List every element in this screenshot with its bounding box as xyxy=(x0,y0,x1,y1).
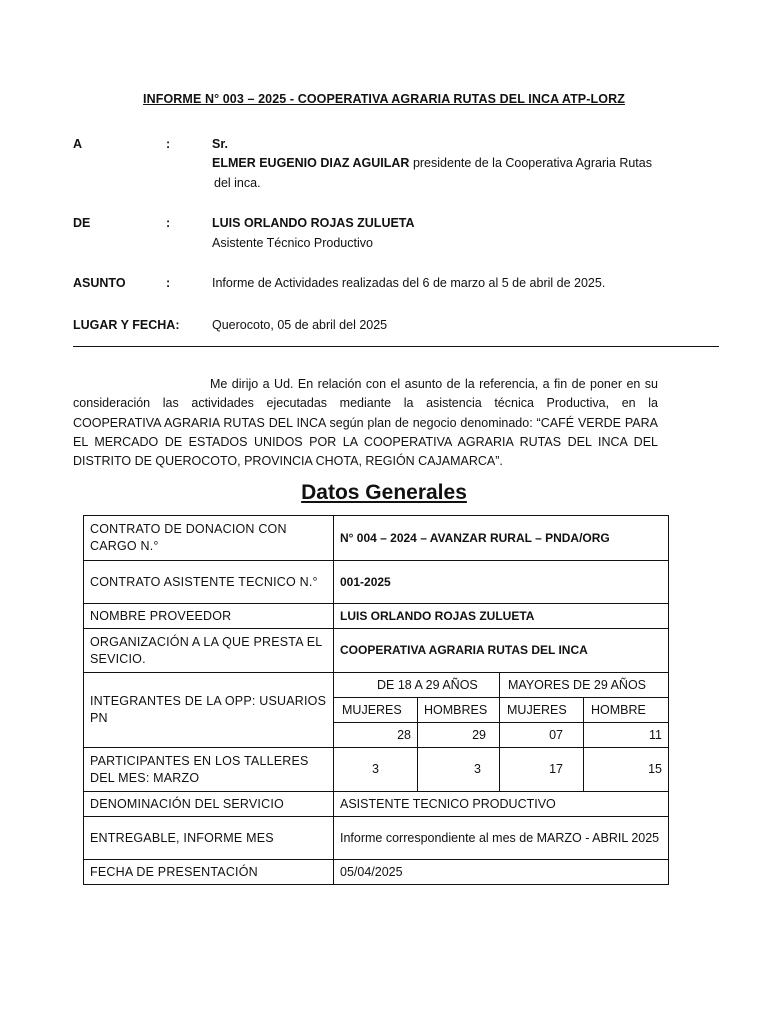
general-data-table xyxy=(83,515,669,885)
row-value: Informe correspondiente al mes de MARZO - ABRIL 2025 xyxy=(334,817,669,860)
row-label: CONTRATO DE DONACION CON CARGO N.° xyxy=(84,516,334,561)
row-label: FECHA DE PRESENTACIÓN xyxy=(84,860,334,885)
sub-header: MUJERES xyxy=(334,698,418,723)
age-group-18-29: DE 18 A 29 AÑOS xyxy=(334,673,500,698)
table-row xyxy=(84,792,669,817)
subject-label: ASUNTO xyxy=(73,276,126,290)
row-label: CONTRATO ASISTENTE TECNICO N.° xyxy=(84,561,334,604)
table-row xyxy=(84,516,669,561)
to-name: ELMER EUGENIO DIAZ AGUILAR xyxy=(212,156,410,170)
count-cell: 3 xyxy=(334,748,418,792)
row-value: 05/04/2025 xyxy=(334,860,669,885)
count-cell: 15 xyxy=(584,748,669,792)
table-row xyxy=(84,561,669,604)
table-row xyxy=(84,860,669,885)
count-cell: 29 xyxy=(418,723,500,748)
count-cell: 11 xyxy=(584,723,669,748)
count-cell: 28 xyxy=(334,723,418,748)
header-divider xyxy=(73,346,719,347)
section-title: Datos Generales xyxy=(301,481,467,504)
row-label: INTEGRANTES DE LA OPP: USUARIOS PN xyxy=(84,673,334,748)
row-value: 001-2025 xyxy=(334,561,669,604)
row-value: N° 004 – 2024 – AVANZAR RURAL – PNDA/ORG xyxy=(334,516,669,561)
from-role: Asistente Técnico Productivo xyxy=(212,236,373,250)
body-paragraph-text: Me dirijo a Ud. En relación con el asunto de la referencia, a fin de poner en su consideración las actividades ejecutadas mediante la asistencia técnica Productiva, en la COOPERATIVA AGRARIA RUTAS DEL INCA según plan de negocio denominado: “CAFÉ VERDE PARA EL MERCADO DE ESTADOS UNIDOS POR LA COOPERATIVA AGRARIA RUTAS DEL INCA DEL DISTRITO DE QUEROCOTO, PROVINCIA CHOTA, REGIÓN CAJAMARCA”. xyxy=(73,377,658,469)
body-paragraph xyxy=(73,375,658,471)
table-row xyxy=(84,629,669,673)
row-value: COOPERATIVA AGRARIA RUTAS DEL INCA xyxy=(334,629,669,673)
from-label: DE xyxy=(73,216,91,230)
row-value: LUIS ORLANDO ROJAS ZULUETA xyxy=(334,604,669,629)
from-name: LUIS ORLANDO ROJAS ZULUETA xyxy=(212,216,415,230)
row-label: ORGANIZACIÓN A LA QUE PRESTA EL SEVICIO. xyxy=(84,629,334,673)
age-group-over-29: MAYORES DE 29 AÑOS xyxy=(500,673,669,698)
count-cell: 17 xyxy=(500,748,584,792)
count-cell: 3 xyxy=(418,748,500,792)
report-title: INFORME N° 003 – 2025 - COOPERATIVA AGRARIA RUTAS DEL INCA ATP-LORZ xyxy=(143,92,625,106)
place-date-label: LUGAR Y FECHA: xyxy=(73,318,180,332)
sub-header: HOMBRE xyxy=(584,698,669,723)
to-role-cont: del inca. xyxy=(214,176,261,190)
to-recipient xyxy=(212,153,682,173)
count-cell: 07 xyxy=(500,723,584,748)
table-row xyxy=(84,817,669,860)
from-colon: : xyxy=(166,216,171,230)
to-greeting: Sr. xyxy=(212,137,228,151)
table-row xyxy=(84,748,669,792)
subject-value: Informe de Actividades realizadas del 6 de marzo al 5 de abril de 2025. xyxy=(212,276,606,290)
to-colon: : xyxy=(166,137,171,151)
row-label: NOMBRE PROVEEDOR xyxy=(84,604,334,629)
to-label: A xyxy=(73,137,83,151)
table-row xyxy=(84,673,669,698)
row-value: ASISTENTE TECNICO PRODUCTIVO xyxy=(334,792,669,817)
row-label: ENTREGABLE, INFORME MES xyxy=(84,817,334,860)
place-date-value: Querocoto, 05 de abril del 2025 xyxy=(212,318,388,332)
table-row xyxy=(84,604,669,629)
subject-colon: : xyxy=(166,276,171,290)
row-label: DENOMINACIÓN DEL SERVICIO xyxy=(84,792,334,817)
row-label: PARTICIPANTES EN LOS TALLERES DEL MES: MARZO xyxy=(84,748,334,792)
sub-header: HOMBRES xyxy=(418,698,500,723)
to-role: presidente de la Cooperativa Agraria Rutas xyxy=(409,156,652,170)
sub-header: MUJERES xyxy=(500,698,584,723)
